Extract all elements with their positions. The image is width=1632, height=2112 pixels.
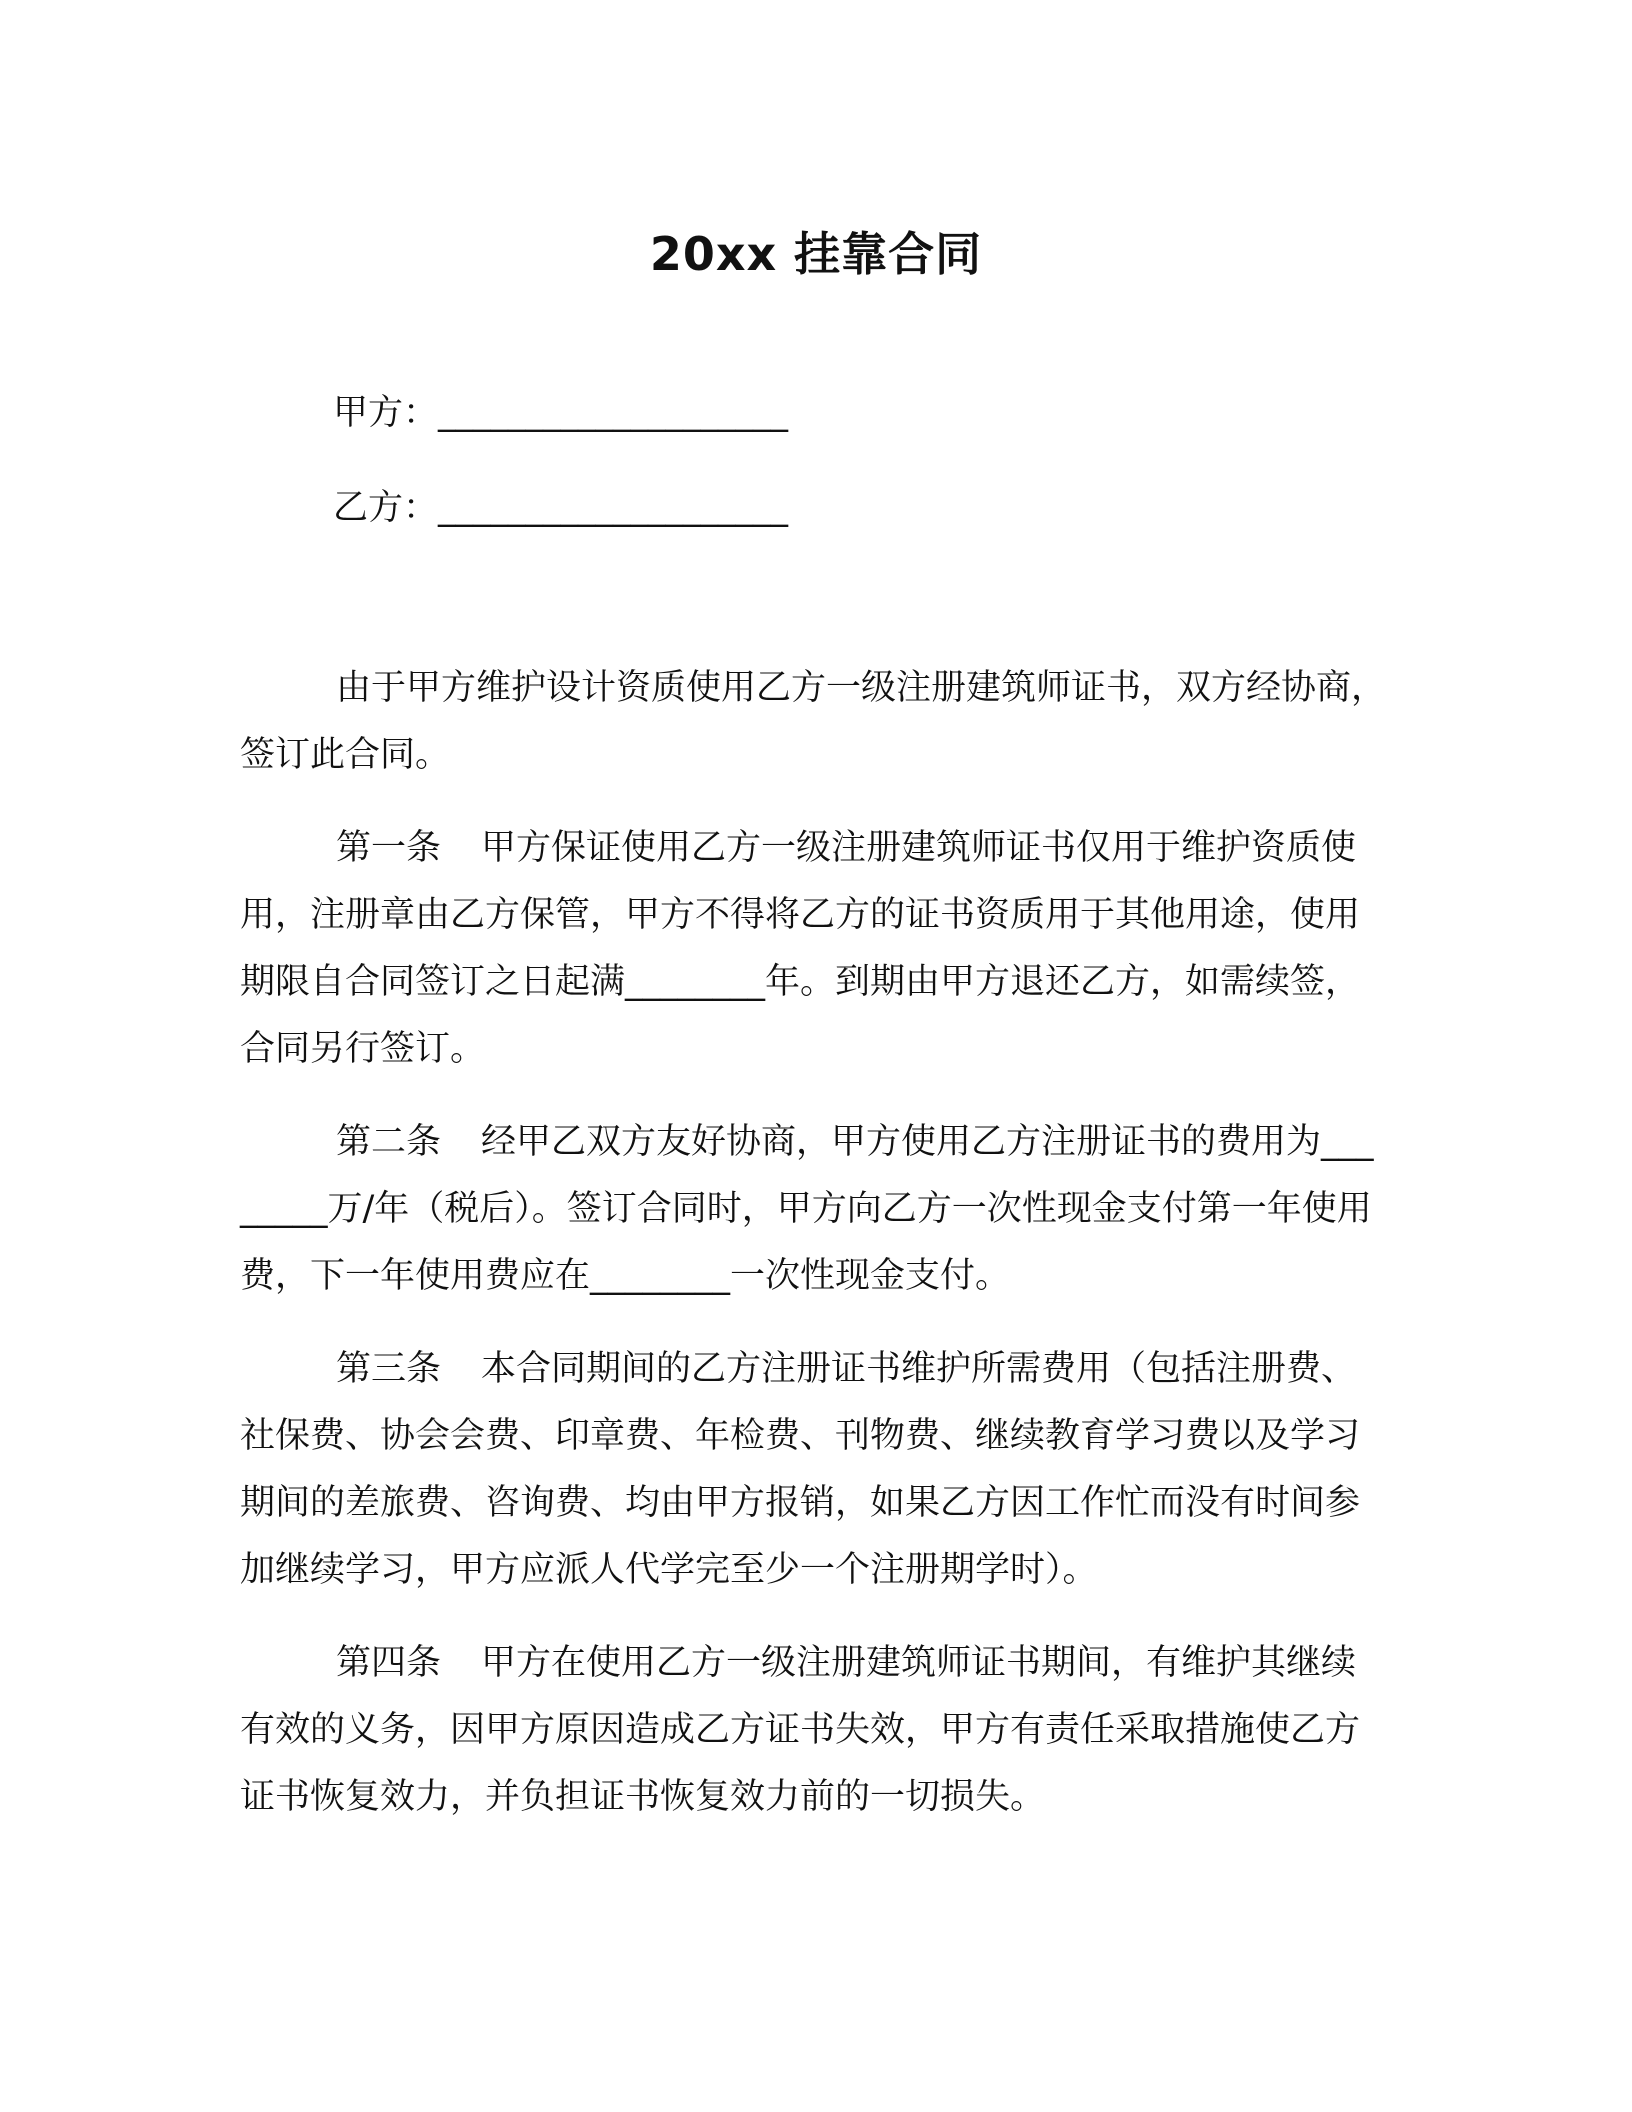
intro-text: 由于甲方维护设计资质使用乙方一级注册建筑师证书，双方经协商，签订此合同。	[240, 668, 1387, 775]
party-a-line: 甲方：____________________	[333, 393, 789, 433]
article-1	[240, 815, 1390, 1083]
article-4-text: 甲方在使用乙方一级注册建筑师证书期间，有维护其继续有效的义务，因甲方原因造成乙方证书失效，甲方有责任采取措施使乙方证书恢复效力，并负担证书恢复效力前的一切损失。	[240, 1643, 1361, 1817]
intro-paragraph	[240, 655, 1390, 789]
article-1-number: 第一条	[336, 828, 442, 868]
party-b-line: 乙方：____________________	[333, 488, 789, 528]
article-3	[240, 1336, 1390, 1604]
article-3-number: 第三条	[336, 1349, 442, 1389]
document-title: 20xx 挂靠合同	[649, 227, 983, 281]
article-3-text: 本合同期间的乙方注册证书维护所需费用（包括注册费、社保费、协会会费、印章费、年检费、刊物费、继续教育学习费以及学习期间的差旅费、咨询费、均由甲方报销，如果乙方因工作忙而没有时间参加继续学习，甲方应派人代学完至少一个注册期学时）。	[240, 1349, 1361, 1590]
article-2	[240, 1109, 1390, 1310]
article-4	[240, 1630, 1390, 1831]
contract-body	[240, 655, 1390, 1857]
article-4-number: 第四条	[336, 1643, 442, 1683]
article-1-text: 甲方保证使用乙方一级注册建筑师证书仅用于维护资质使用，注册章由乙方保管，甲方不得将乙方的证书资质用于其他用途，使用期限自合同签订之日起满________年。到期由甲方退还乙方，如需续签，合同另行签订。	[240, 828, 1361, 1069]
article-2-number: 第二条	[336, 1122, 442, 1162]
article-2-text: 经甲乙双方友好协商，甲方使用乙方注册证书的费用为________万/年（税后）。签订合同时，甲方向乙方一次性现金支付第一年使用费，下一年使用费应在________一次性现金支付。	[240, 1122, 1374, 1296]
